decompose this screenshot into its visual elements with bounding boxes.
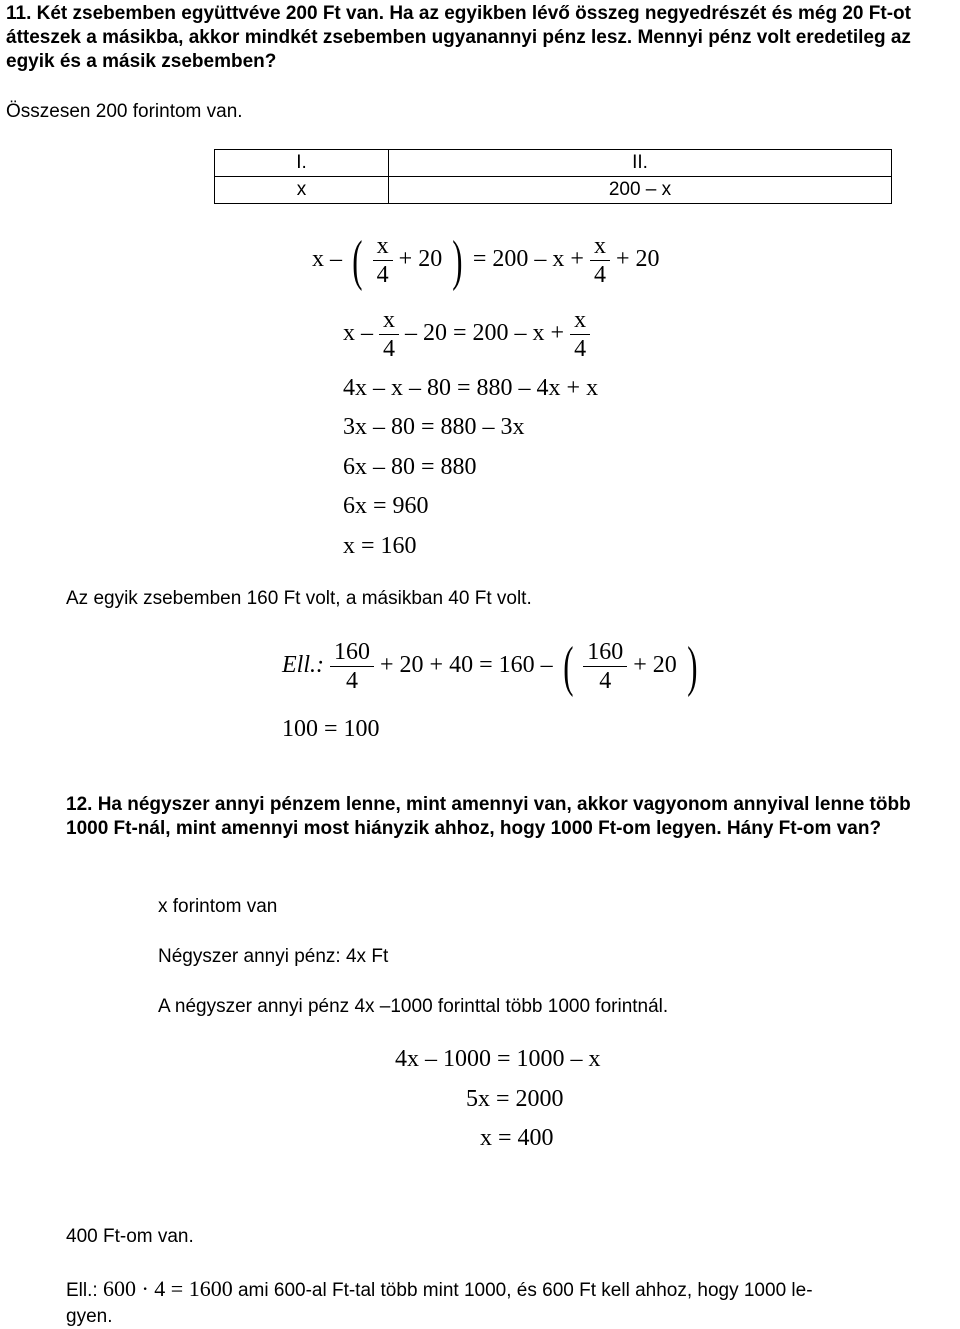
equation-line-6: 6x = 960 (343, 493, 429, 519)
check-result: 100 = 100 (282, 716, 380, 742)
equation-line-3: 4x – x – 80 = 880 – 4x + x (343, 375, 599, 401)
table-cell-1: x (215, 177, 389, 204)
problem-11-check: Ell.: $\frac{160}{4}$ + 20 + 40 = 160 – ( $\frac{160}{4}$ + 20 ) (282, 635, 698, 698)
equation-line-5: 6x – 80 = 880 (343, 454, 477, 480)
problem-12-check (66, 1277, 813, 1303)
problem-11-answer: Az egyik zsebemben 160 Ft volt, a másikban 40 Ft volt. (66, 588, 532, 609)
problem-12-statement: 12. Ha négyszer annyi pénzem lenne, mint amennyi van, akkor vagyonom annyival lenne több 1000 Ft-nál, mint amennyi most hiányzik ahhoz, hogy 1000 Ft-om legyen. Hány Ft-om van? (66, 794, 911, 839)
pockets-table (214, 149, 892, 204)
equation-line-2: x – $\frac{x}{4}$ – 20 = 200 – x + $\frac{x}{4}$ (343, 306, 590, 363)
p12-check-expr: 600 · 4 = 1600 (102, 1276, 233, 1301)
equation-line-1: x – ( $\frac{x}{4}$ + 20 ) = 200 – x + $\frac{x}{4}$ + 20 (312, 229, 660, 292)
equation-line-7: x = 160 (343, 533, 417, 559)
p12-equation-line-1: 4x – 1000 = 1000 – x (395, 1046, 601, 1072)
problem-12-line-1: x forintom van (158, 896, 278, 917)
problem-11-statement: 11. Két zsebemben együttvéve 200 Ft van. Ha az egyikben lévő összeg negyedrészét és még 20 Ft-ot átteszek a másikba, akkor mindkét zsebemben ugyanannyi pénz lesz. Mennyi pénz volt eredetileg az egyik és a másik zsebemben? (6, 3, 911, 72)
p12-equation-line-3: x = 400 (480, 1125, 554, 1151)
p12-check-text-cont: gyen. (66, 1306, 113, 1327)
problem-12-line-3: A négyszer annyi pénz 4x –1000 forinttal több 1000 forintnál. (158, 996, 669, 1017)
table-header-1: I. (215, 150, 389, 177)
problem-12-line-2: Négyszer annyi pénz: 4x Ft (158, 946, 389, 967)
table-header-2: II. (389, 150, 892, 177)
problem-12-answer: 400 Ft-om van. (66, 1226, 194, 1247)
equation-line-4: 3x – 80 = 880 – 3x (343, 414, 525, 440)
p12-check-text: ami 600-al Ft-tal több mint 1000, és 600 Ft kell ahhoz, hogy 1000 le- (237, 1280, 813, 1301)
table-cell-2: 200 – x (389, 177, 892, 204)
problem-11-intro: Összesen 200 forintom van. (6, 101, 243, 122)
p12-equation-line-2: 5x = 2000 (466, 1086, 564, 1112)
check-label: Ell.: (282, 652, 324, 679)
p12-check-label: Ell.: (66, 1280, 98, 1301)
